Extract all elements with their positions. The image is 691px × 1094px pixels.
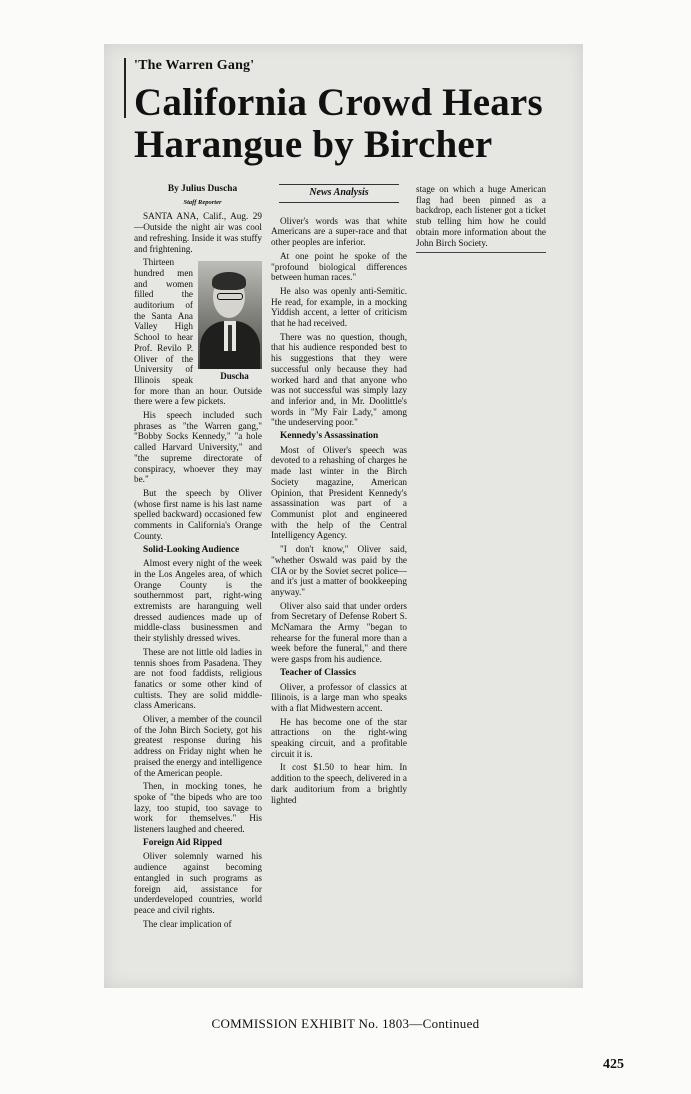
- byline: By Julius Duscha: [167, 184, 238, 194]
- kicker: 'The Warren Gang': [134, 58, 255, 73]
- paragraph: Oliver's words was that white Americans are a super-race and that other peoples are inferior.: [271, 215, 407, 248]
- paragraph: There was no question, though, that his audience responded best to his suggestions that they were successful only because they had worked hard and that anyone who was not successful was simply lazy and inferior and, in Mr. Doolittle's words in "My Fair Lady," among "the undeserving poor.": [271, 331, 407, 428]
- subhead: Foreign Aid Ripped: [143, 837, 223, 848]
- paragraph: Oliver, a professor of classics at Illinois, is a large man who speaks with a flat Midwestern accent.: [271, 681, 407, 713]
- article-column-2: [271, 184, 407, 808]
- paragraph: He also was openly anti-Semitic. He read, for example, in a mocking Yiddish accent, a letter of criticism that he had received.: [271, 285, 407, 329]
- kicker-rule: [124, 58, 126, 118]
- headline-line-1: California Crowd Hears: [134, 81, 543, 124]
- paragraph-with-photo: [134, 257, 262, 407]
- portrait-image: [198, 261, 262, 369]
- column-end-rule: [416, 252, 546, 253]
- exhibit-caption: COMMISSION EXHIBIT No. 1803—Continued: [211, 1016, 480, 1031]
- paragraph: At one point he spoke of the "profound biological differences between human races.": [271, 250, 407, 283]
- news-analysis-label: News Analysis: [279, 184, 399, 203]
- paragraph: SANTA ANA, Calif., Aug. 29—Outside the night air was cool and refreshing. Inside it was stuffy and frightening.: [134, 211, 262, 254]
- headline: [134, 82, 579, 166]
- paragraph-text: Thirteen hundred men and women filled the auditorium of the Santa Ana Valley High School to hear Prof. Revilo P. Oliver of the University of Illinois speak for more than an hour. Outside there were a few pickets.: [134, 257, 262, 407]
- paragraph: Oliver, a member of the council of the John Birch Society, got his greatest response during his address on Friday night when he praised the energy and intelligence of the American people.: [134, 714, 262, 778]
- paragraph: The clear implication of: [143, 918, 232, 929]
- paragraph: His speech included such phrases as "the Warren gang," "Bobby Socks Kennedy," "a hole called Harvard University," and "the supreme directorate of conspiracy, whoever they may be.": [134, 410, 262, 485]
- paragraph: Almost every night of the week in the Los Angeles area, of which Orange County is the southernmost part, right-wing extremists are haranguing well dressed audiences made up of middle-class businessmen and their stylishly dressed wives.: [134, 558, 262, 644]
- article-column-1: [134, 184, 262, 932]
- paragraph: It cost $1.50 to hear him. In addition to the speech, delivered in a dark auditorium from a brightly lighted: [271, 762, 407, 805]
- photo-caption: Duscha: [220, 371, 249, 382]
- paragraph: Most of Oliver's speech was devoted to a rehashing of charges he made last winter in the Birch Society magazine, American Opinion, that President Kennedy's assassination was part of a Communist plot and engineered with the help of the Central Intelligency Agency.: [271, 444, 407, 541]
- newspaper-clipping: [104, 44, 583, 988]
- paragraph: Oliver solemnly warned his audience against becoming entangled in such programs as foreign aid, assistance for underdeveloped countries, world peace and civil rights.: [134, 851, 262, 915]
- paragraph: Then, in mocking tones, he spoke of "the bipeds who are too lazy, too stupid, too savage to work for themselves." His listeners laughed and cheered.: [134, 781, 262, 835]
- page-number: 425: [603, 1057, 624, 1072]
- article-column-3: [416, 184, 546, 253]
- paragraph: He has become one of the star attractions on the right-wing speaking circuit, and a profitable circuit it is.: [271, 716, 407, 759]
- subhead: Kennedy's Assassination: [280, 431, 379, 442]
- paragraph: But the speech by Oliver (whose first name is his last name spelled backward) occasioned few comments in California's Orange County.: [134, 487, 262, 541]
- paragraph: These are not little old ladies in tennis shoes from Pasadena. They are not food faddists, religious fanatics or some other kind of cultists. They are solid middle-class Americans.: [134, 646, 262, 711]
- subhead: Solid-Looking Audience: [143, 544, 240, 555]
- author-photo: [198, 261, 262, 382]
- byline-role: Staff Reporter: [183, 198, 222, 206]
- headline-line-2: Harangue by Bircher: [134, 123, 493, 166]
- subhead: Teacher of Classics: [280, 667, 357, 678]
- paragraph: stage on which a huge American flag had been pinned as a backdrop, each listener got a ticket stub telling him how he could obtain more information about the John Birch Society.: [416, 184, 546, 248]
- paragraph: "I don't know," Oliver said, "whether Oswald was paid by the CIA or by the Soviet secret police—and it's just a matter of bookkeeping anyway.": [271, 544, 407, 597]
- paragraph: Oliver also said that under orders from Secretary of Defense Robert S. McNamara the Army "began to rehearse for the funeral more than a week before the funeral," and there were gasps from his audience.: [271, 600, 407, 665]
